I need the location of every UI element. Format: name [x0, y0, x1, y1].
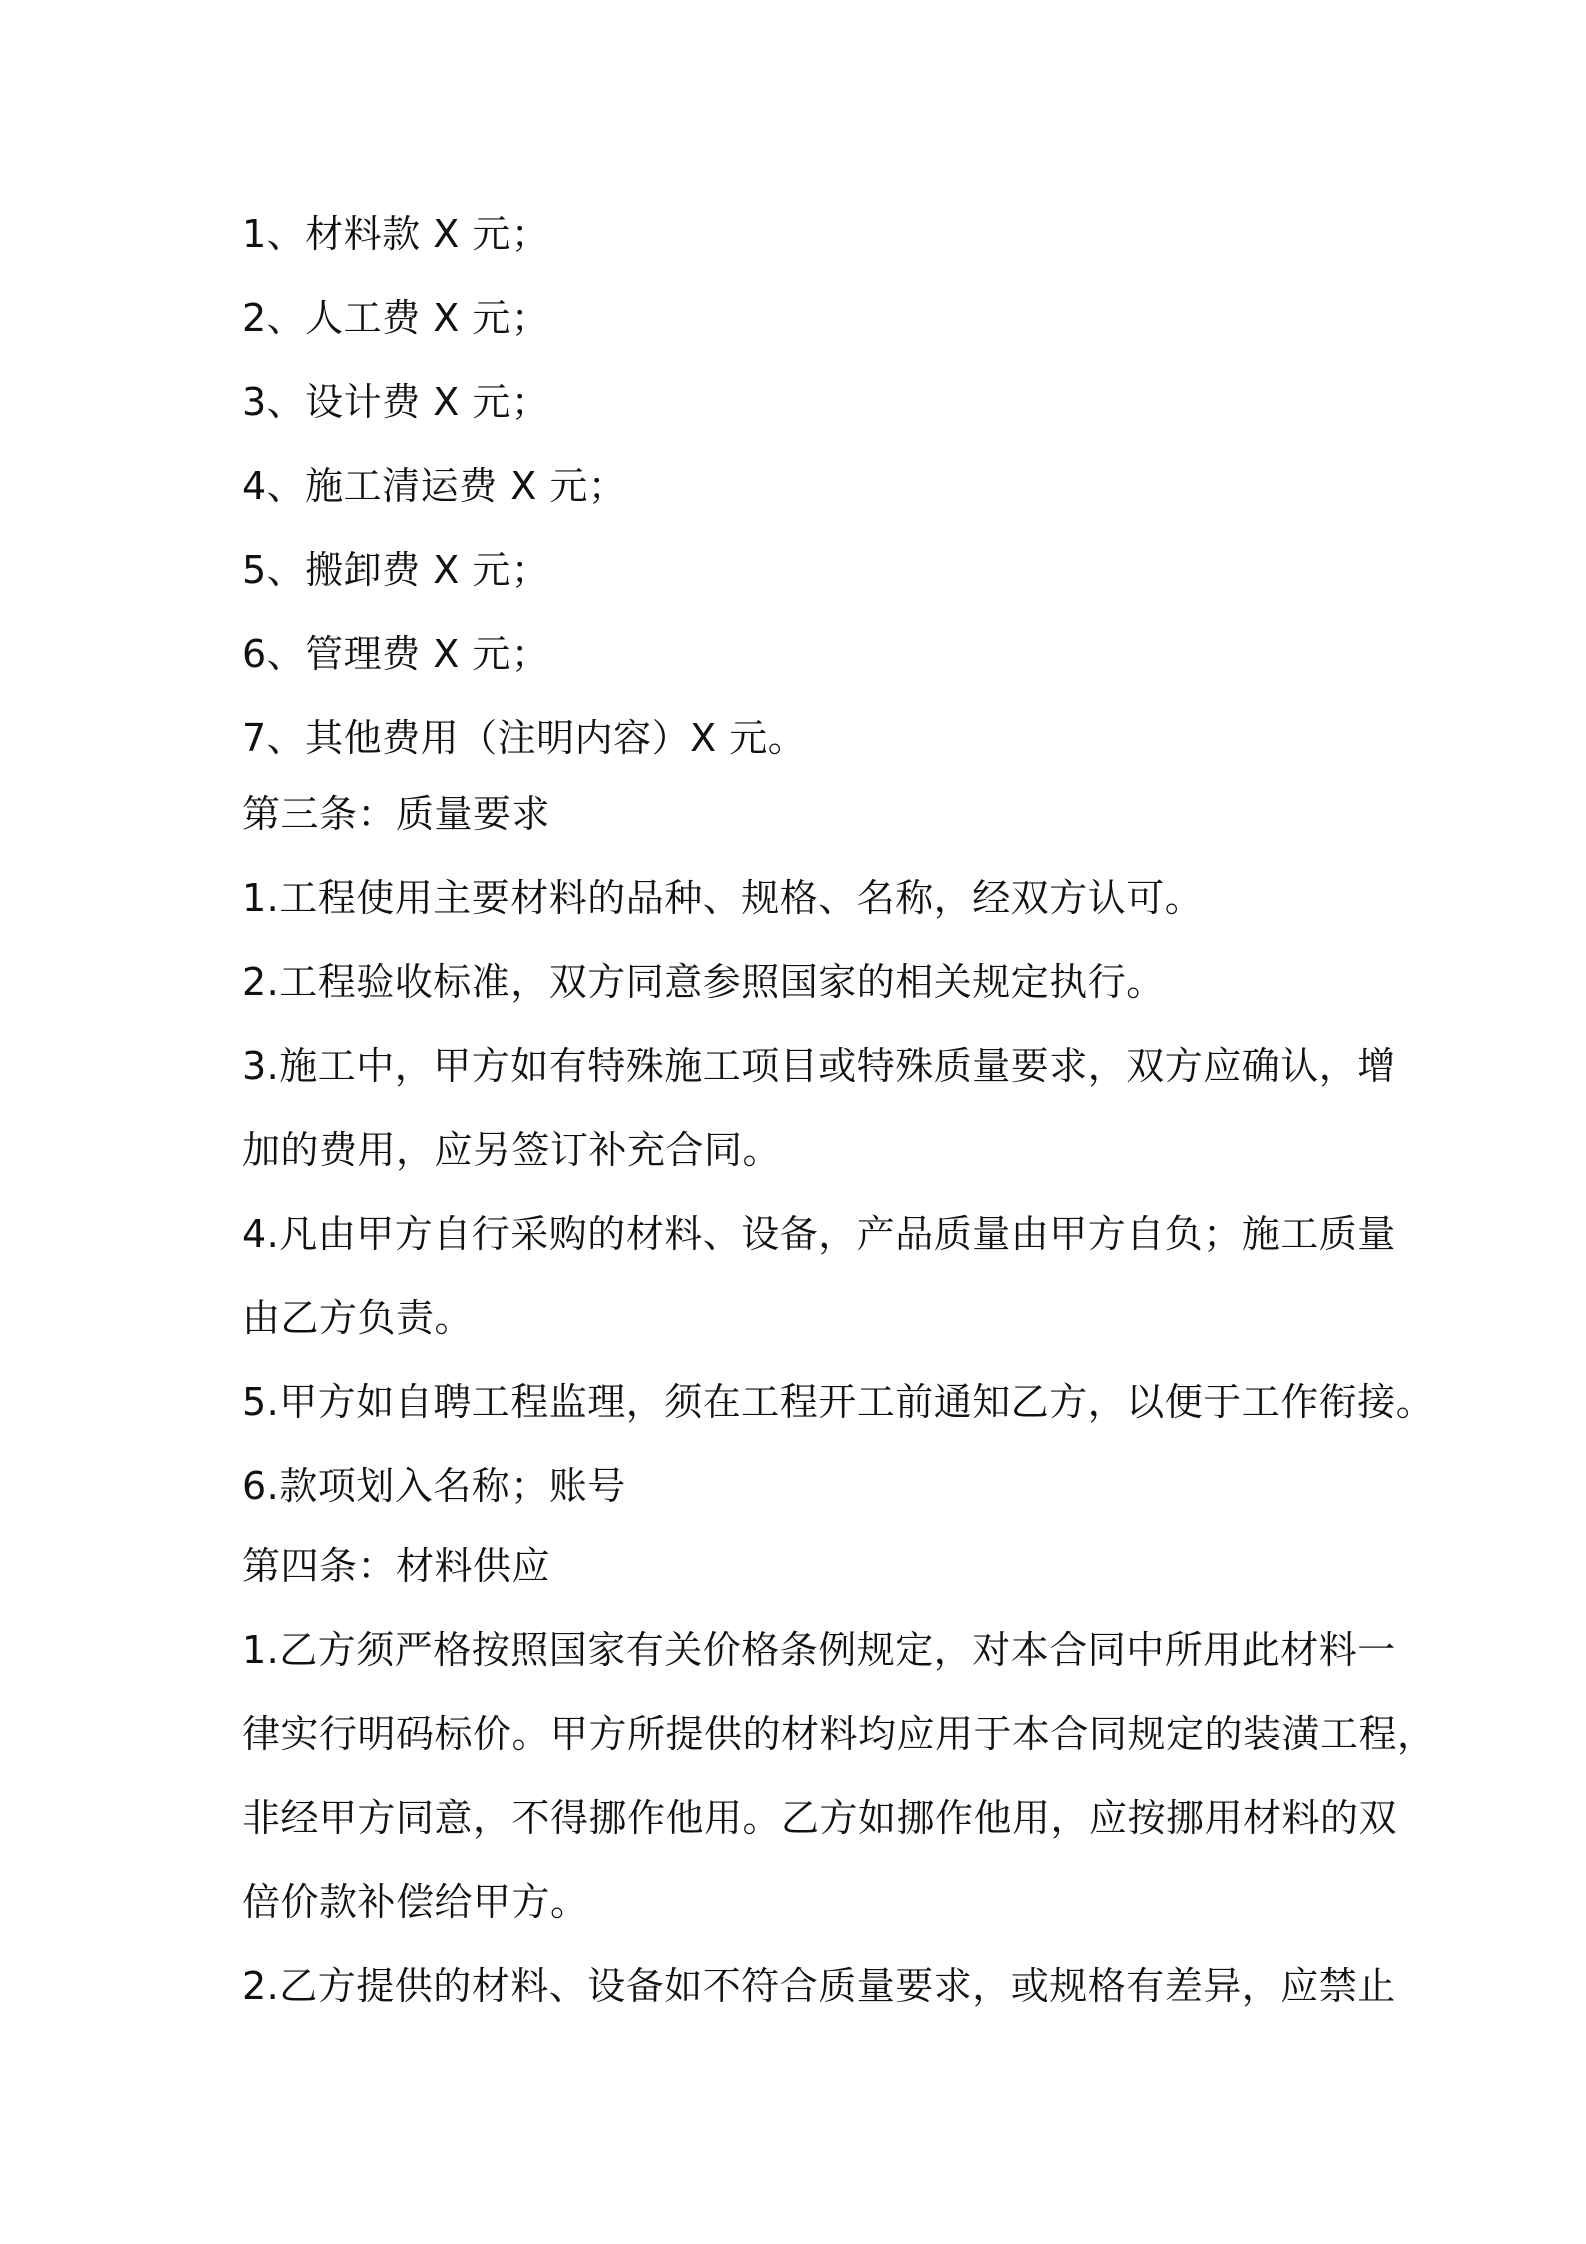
article4-item-1-cont-3: 倍价款补偿给甲方。 [242, 1880, 589, 1924]
fee-item-6: 6、管理费 X 元； [242, 632, 550, 676]
article4-item-1-cont-2: 非经甲方同意，不得挪作他用。乙方如挪作他用，应按挪用材料的双 [242, 1796, 1398, 1840]
article3-item-4: 4.凡由甲方自行采购的材料、设备，产品质量由甲方自负；施工质量 [242, 1212, 1396, 1256]
article4-heading: 第四条：材料供应 [242, 1544, 551, 1588]
article3-item-3-cont: 加的费用，应另签订补充合同。 [242, 1128, 782, 1172]
article3-item-1: 1.工程使用主要材料的品种、规格、名称，经双方认可。 [242, 876, 1204, 920]
article4-item-1-cont-1: 律实行明码标价。甲方所提供的材料均应用于本合同规定的装潢工程， [242, 1712, 1436, 1756]
fee-item-5: 5、搬卸费 X 元； [242, 548, 550, 592]
fee-item-3: 3、设计费 X 元； [242, 380, 550, 424]
fee-item-7: 7、其他费用（注明内容）X 元。 [242, 716, 807, 760]
fee-item-4: 4、施工清运费 X 元； [242, 464, 627, 508]
article3-item-3: 3.施工中，甲方如有特殊施工项目或特殊质量要求，双方应确认，增 [242, 1044, 1396, 1088]
article3-item-2: 2.工程验收标准，双方同意参照国家的相关规定执行。 [242, 960, 1165, 1004]
article4-item-2: 2.乙方提供的材料、设备如不符合质量要求，或规格有差异，应禁止 [242, 1964, 1396, 2008]
article3-item-4-cont: 由乙方负责。 [242, 1296, 474, 1340]
article3-heading: 第三条：质量要求 [242, 792, 551, 836]
article3-item-6: 6.款项划入名称；账号 [242, 1464, 626, 1508]
fee-item-1: 1、材料款 X 元； [242, 212, 550, 256]
fee-item-2: 2、人工费 X 元； [242, 296, 550, 340]
article3-item-5: 5.甲方如自聘工程监理，须在工程开工前通知乙方，以便于工作衔接。 [242, 1380, 1435, 1424]
article4-item-1: 1.乙方须严格按照国家有关价格条例规定，对本合同中所用此材料一 [242, 1628, 1396, 1672]
